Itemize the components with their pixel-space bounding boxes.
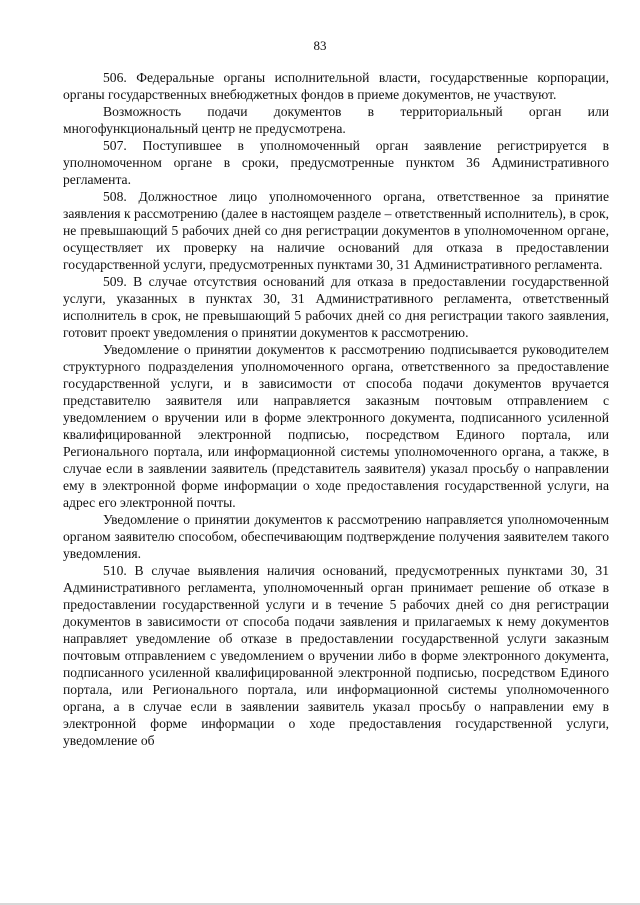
paragraph-509-notice: Уведомление о принятии документов к рассмотрению подписывается руководителем структурного подразделения уполномоченного органа, ответственного за предоставление государственной услуги, и в зависимости от способа подачи документов вручается представителю заявителя или направляется заказным почтовым отправлением с уведомлением о вручении или в форме электронного документа, подписанного усиленной квалифицированной электронной подписью, посредством Единого портала, или Регионального портала, или информационной системы уполномоченного органа, а также, в случае если в заявлении заявитель (представитель заявителя) указал просьбу о направлении ему в электронной форме информации о ходе предоставления государственной услуги, на адрес его электронной почты. — [63, 342, 609, 510]
paragraph-509: 509. В случае отсутствия оснований для отказа в предоставлении государственной услуги, указанных в пунктах 30, 31 Административного регламента, ответственный исполнитель в срок, не превышающий 5 рабочих дней со дня регистрации такого заявления, готовит проект уведомления о принятии документов к рассмотрению. — [63, 274, 609, 340]
paragraph-506: 506. Федеральные органы исполнительной власти, государственные корпорации, органы государственных внебюджетных фондов в приеме документов, не участвуют. — [63, 70, 609, 102]
page-number: 83 — [313, 38, 327, 53]
paragraph-506-note: Возможность подачи документов в территориальный орган или многофункциональный центр не предусмотрена. — [63, 104, 609, 136]
paragraph-510: 510. В случае выявления наличия оснований, предусмотренных пунктами 30, 31 Административного регламента, уполномоченный орган принимает решение об отказе в предоставлении государственной услуги и в течение 5 рабочих дней со дня регистрации документов в зависимости от способа подачи заявления и прилагаемых к нему документов направляет уведомление об отказе в предоставлении государственной услуги заказным почтовым отправлением с уведомлением о вручении либо в форме электронного документа, подписанного усиленной квалифицированной электронной подписью, посредством Единого портала, или Регионального портала, или информационной системы уполномоченного органа, а в случае если в заявлении заявитель указал просьбу о направлении ему в электронной форме информации о ходе предоставления государственной услуги, уведомление об — [63, 563, 609, 748]
document-body — [63, 69, 609, 749]
paragraph-509-delivery: Уведомление о принятии документов к рассмотрению направляется уполномоченным органом заявителю способом, обеспечивающим подтверждение получения заявителем такого уведомления. — [63, 512, 609, 561]
paragraph-507: 507. Поступившее в уполномоченный орган заявление регистрируется в уполномоченном органе в сроки, предусмотренные пунктом 36 Административного регламента. — [63, 138, 609, 187]
paragraph-508: 508. Должностное лицо уполномоченного органа, ответственное за принятие заявления к рассмотрению (далее в настоящем разделе – ответственный исполнитель), в срок, не превышающий 5 рабочих дней со дня регистрации документов в уполномоченном органе, осуществляет их проверку на наличие оснований для отказа в предоставлении государственной услуги, предусмотренных пунктами 30, 31 Административного регламента. — [63, 189, 609, 272]
